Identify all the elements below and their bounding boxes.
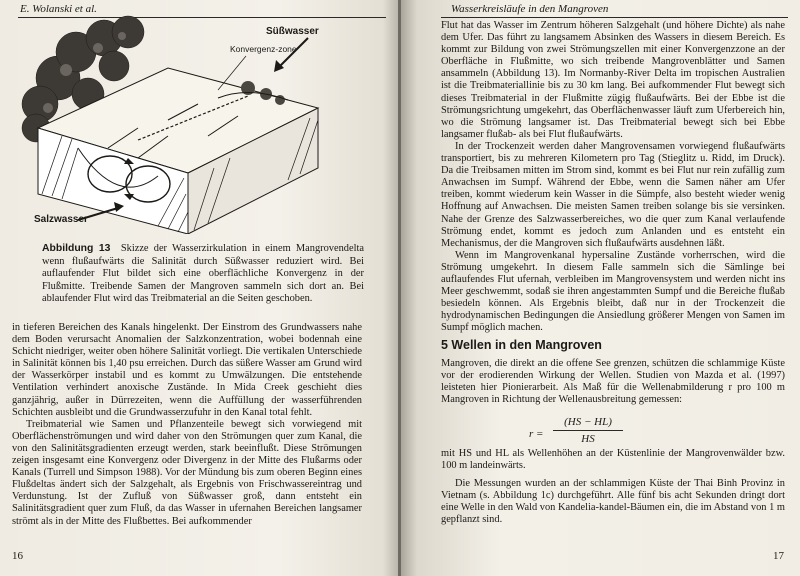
label-suesswasser: Süßwasser — [266, 26, 319, 37]
right-paragraph: Flut hat das Wasser im Zentrum höheren Salzgehalt (und höhere Dichte) als nahe dem Ufer. Das führt zu langsamem Absinken des Wassers in diesem Bereich. Es kommt zur Bildung von zwei Strömungszellen mit einer Konvergenzzone an der Oberfläche in Flußmitte, wo sich treibende Mangrovenblätter und Samen ansammeln (Abbildung 13). Im Normanby-River Delta im tropischen Australien ist die Treibmateriallinie bis zu 30 km lang. Bei aufkommender Flut bewegt sich dieses Treibmaterial in der Flußmitte zügig flußaufwärts. Bei der Ebbe ist die Strömungsrichtung umgekehrt, das Oberflächenwasser läuft zum Uferbereich hin, wo die Strömung langsamer ist. Das Treibmaterial bewegt sich bei Ebbe langsamer flußab- als bei Flut flußaufwärts. — [441, 20, 785, 140]
caption-label: Abbildung 13 — [42, 243, 111, 254]
running-head-right: Wasserkreisläufe in den Mangroven — [451, 3, 609, 15]
fraction-bar — [553, 430, 623, 431]
page-number-left: 16 — [12, 550, 23, 562]
left-paragraph: in tieferen Bereichen des Kanals hingelenkt. Der Einstrom des Grundwassers nahe dem Boden verursacht Anomalien der Salzkonzentration, wobei bodennah eine Schicht niedriger, weiter oben höhere Salinität vorliegt. Die vertikalen Unterschiede in Salinität können bis 1,40 psu erreichen. Durch das süßere Wasser am Grund wird der Wasserkörper instabil und es kommt zu Umwälzungen. Die entstehende Ventilation verhindert anoxische Zustände. In Mida Creek geschieht dies ganzjährig, außer in Dürrezeiten, wenn die Auffüllung der wasserführenden Schichten ausbleibt und die Grundwasserzufuhr in den Kanal total fehlt. — [12, 322, 362, 418]
left-body-text — [12, 322, 362, 528]
formula-lhs: r = — [529, 428, 544, 440]
left-page — [0, 0, 399, 576]
right-page — [401, 0, 800, 576]
left-paragraph: Treibmaterial wie Samen und Pflanzenteile bewegt sich vorwiegend mit Oberflächenströmungen und wird daher von den Strömungen quer zum Kanal, die von den Salinitätsgradienten erzeugt werden, stark beeinflußt. Diese Strömungen zeigen insgesamt eine Konvergenz oder Divergenz in der Mitte des Flußarms oder Kanals (Turrell und Simpson 1988). Vor der Mündung bis zum oberen Beginn eines Flußdeltas ändert sich der Salzgehalt, als Ergebnis von Frischwassereintrag und Verdunstung. Ist der Zufluß von Süßwasser groß, dann entsteht ein Salinitätsgradient quer zum Fluß, da das Wasser in ufernahen Bereichen langsamer strömt als in der Mitte des Flußbettes. Bei aufkommender — [12, 418, 362, 527]
right-body-text — [441, 20, 785, 334]
right-paragraph: In der Trockenzeit werden daher Mangrovensamen vorwiegend flußaufwärts transportiert, bis zu mehreren Kilometern pro Tag (Stieglitz u. Ridd, im Druck). Da die Treibsamen mitten im Strom sind, kommt es bei Flut nur rein zufällig zum Anwachsen im Sumpf. Während der Ebbe, wenn die Samen näher am Ufer treiben, kommt wiederum kein Wasser in die Sümpfe, also besteht wieder wenig Hoffnung auf Anwachsen. Die meisten Samen treiben solange bis sie versinken. Nahe der Grenze des Salzwasserbereiches, wo die quer zum Kanal verlaufende Strömung endet, kommt es jedoch zum Anlanden und es entsteht ein Mechanismus, der die Mangroven sich flußaufwärts ausdehnen läßt. — [441, 140, 785, 249]
page-number-right: 17 — [773, 550, 784, 562]
formula-numerator: (HS − HL) — [564, 416, 612, 428]
section-paragraph: Mangroven, die direkt an die offene See grenzen, schützen die schlammige Küste vor der erodierenden Wirkung der Wellen. Studien von Mazda et al. (1997) leisteten hier Pionierarbeit. Als Maß für die Wellenabmilderung r pro 100 m Mangroven in Richtung der Wellenausbreitung gemessen: — [441, 358, 785, 406]
after-formula-text — [441, 448, 785, 527]
figure-caption — [42, 243, 364, 306]
formula-denominator: HS — [581, 433, 595, 445]
label-konvergenzzone: Konvergenz-zone — [230, 44, 297, 54]
water-circulation-figure — [18, 8, 338, 234]
last-paragraph: Die Messungen wurden an der schlammigen Küste der Thai Binh Provinz in Vietnam (s. Abbildung 1c) durchgeführt. Alle fünf bis acht Sekunden dringt dort eine Welle in den Wald von Kandelia-kandel-Bäumen ein, die im Abstand von 1 m gepflanzt sind. — [441, 478, 785, 526]
caption-text: Skizze der Wasserzirkulation in einem Mangrovendelta wenn flußaufwärts die Salinität durch Süßwasser reduziert wird. Bei auflaufender Flut bildet sich eine oberflächliche Konvergenz in der Flußmitte. Treibende Samen der Mangroven sammeln sich dort an. Bei ablaufender Flut wird das Treibmaterial an die Seiten geschoben. — [42, 243, 364, 304]
right-paragraph: Wenn im Mangrovenkanal hypersaline Zustände vorherrschen, wird die Strömung umgekehrt. In diesem Falle sammeln sich die Sämlinge bei auflaufendes Flut ufernah, verbleiben im Mangrovensystem und werden nicht ins Meer geschwemmt, sodaß sie ihren angestammten Sumpf und die Bereiche flußab besiedeln können. Als Ergebnis bleibt, daß nur in der Trockenzeit die hydrodynamischen Bedingungen die Ansiedlung größerer Mengen von Samen im Sumpf möglich machen. — [441, 249, 785, 334]
section-intro — [441, 358, 785, 406]
header-rule-right — [441, 17, 788, 18]
running-head-left: E. Wolanski et al. — [20, 3, 97, 15]
after-formula-paragraph: mit HS und HL als Wellenhöhen an der Küstenlinie der Mangrovenwälder bzw. 100 m landeinwärts. — [441, 448, 785, 472]
label-salzwasser: Salzwasser — [34, 214, 88, 225]
section-heading: 5 Wellen in den Mangroven — [441, 338, 602, 352]
